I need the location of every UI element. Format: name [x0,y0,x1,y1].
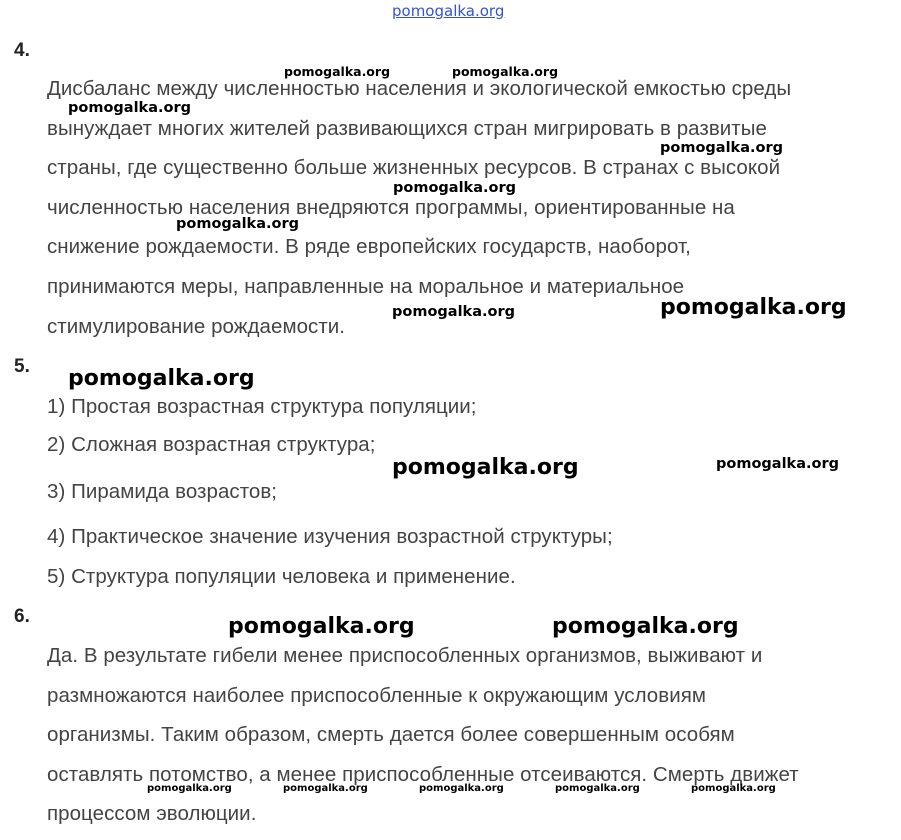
list-item: 1) Простая возрастная структура популяции; [47,395,477,418]
text-line: Дисбаланс между численностью населения и экологической емкостью среды [47,77,792,100]
text-line: организмы. Таким образом, смерть дается более совершенным особям [47,723,735,746]
watermark: pomogalka.org [660,295,847,320]
watermark: pomogalka.org [68,366,255,391]
list-item: 4) Практическое значение изучения возрастной структуры; [47,525,613,548]
watermark: pomogalka.org [393,180,516,196]
list-item: 5) Структура популяции человека и применение. [47,565,516,588]
section-number-4: 4. [14,40,30,61]
text-line: снижение рождаемости. В ряде европейских государств, наоборот, [47,235,691,258]
list-item: 3) Пирамида возрастов; [47,480,278,503]
watermark: pomogalka.org [419,783,504,794]
section-number-5: 5. [14,356,30,377]
watermark: pomogalka.org [660,140,783,156]
watermark: pomogalka.org [555,783,640,794]
watermark: pomogalka.org [452,64,559,79]
text-line: размножаются наиболее приспособленные к окружающим условиям [47,684,706,707]
watermark: pomogalka.org [392,455,579,480]
text-line: вынуждает многих жителей развивающихся стран мигрировать в развитые [47,117,767,140]
watermark: pomogalka.org [283,783,368,794]
text-line: численностью населения внедряются программы, ориентированные на [47,196,735,219]
watermark: pomogalka.org [68,100,191,116]
section-number-6: 6. [14,606,30,627]
watermark-link[interactable]: pomogalka.org [392,2,505,20]
list-item: 2) Сложная возрастная структура; [47,433,376,456]
text-line: стимулирование рождаемости. [47,315,346,338]
watermark: pomogalka.org [552,614,739,639]
watermark: pomogalka.org [691,783,776,794]
watermark: pomogalka.org [392,304,515,320]
watermark: pomogalka.org [176,216,299,232]
watermark: pomogalka.org [228,614,415,639]
text-line: оставлять потомство, а менее приспособленные отсеиваются. Смерть движет [47,763,799,786]
watermark: pomogalka.org [147,783,232,794]
text-line: процессом эволюции. [47,802,257,825]
watermark: pomogalka.org [716,456,839,472]
text-line: Да. В результате гибели менее приспособленных организмов, выживают и [47,644,763,667]
watermark: pomogalka.org [284,64,391,79]
text-line: принимаются меры, направленные на моральное и материальное [47,275,685,298]
text-line: страны, где существенно больше жизненных ресурсов. В странах с высокой [47,156,781,179]
